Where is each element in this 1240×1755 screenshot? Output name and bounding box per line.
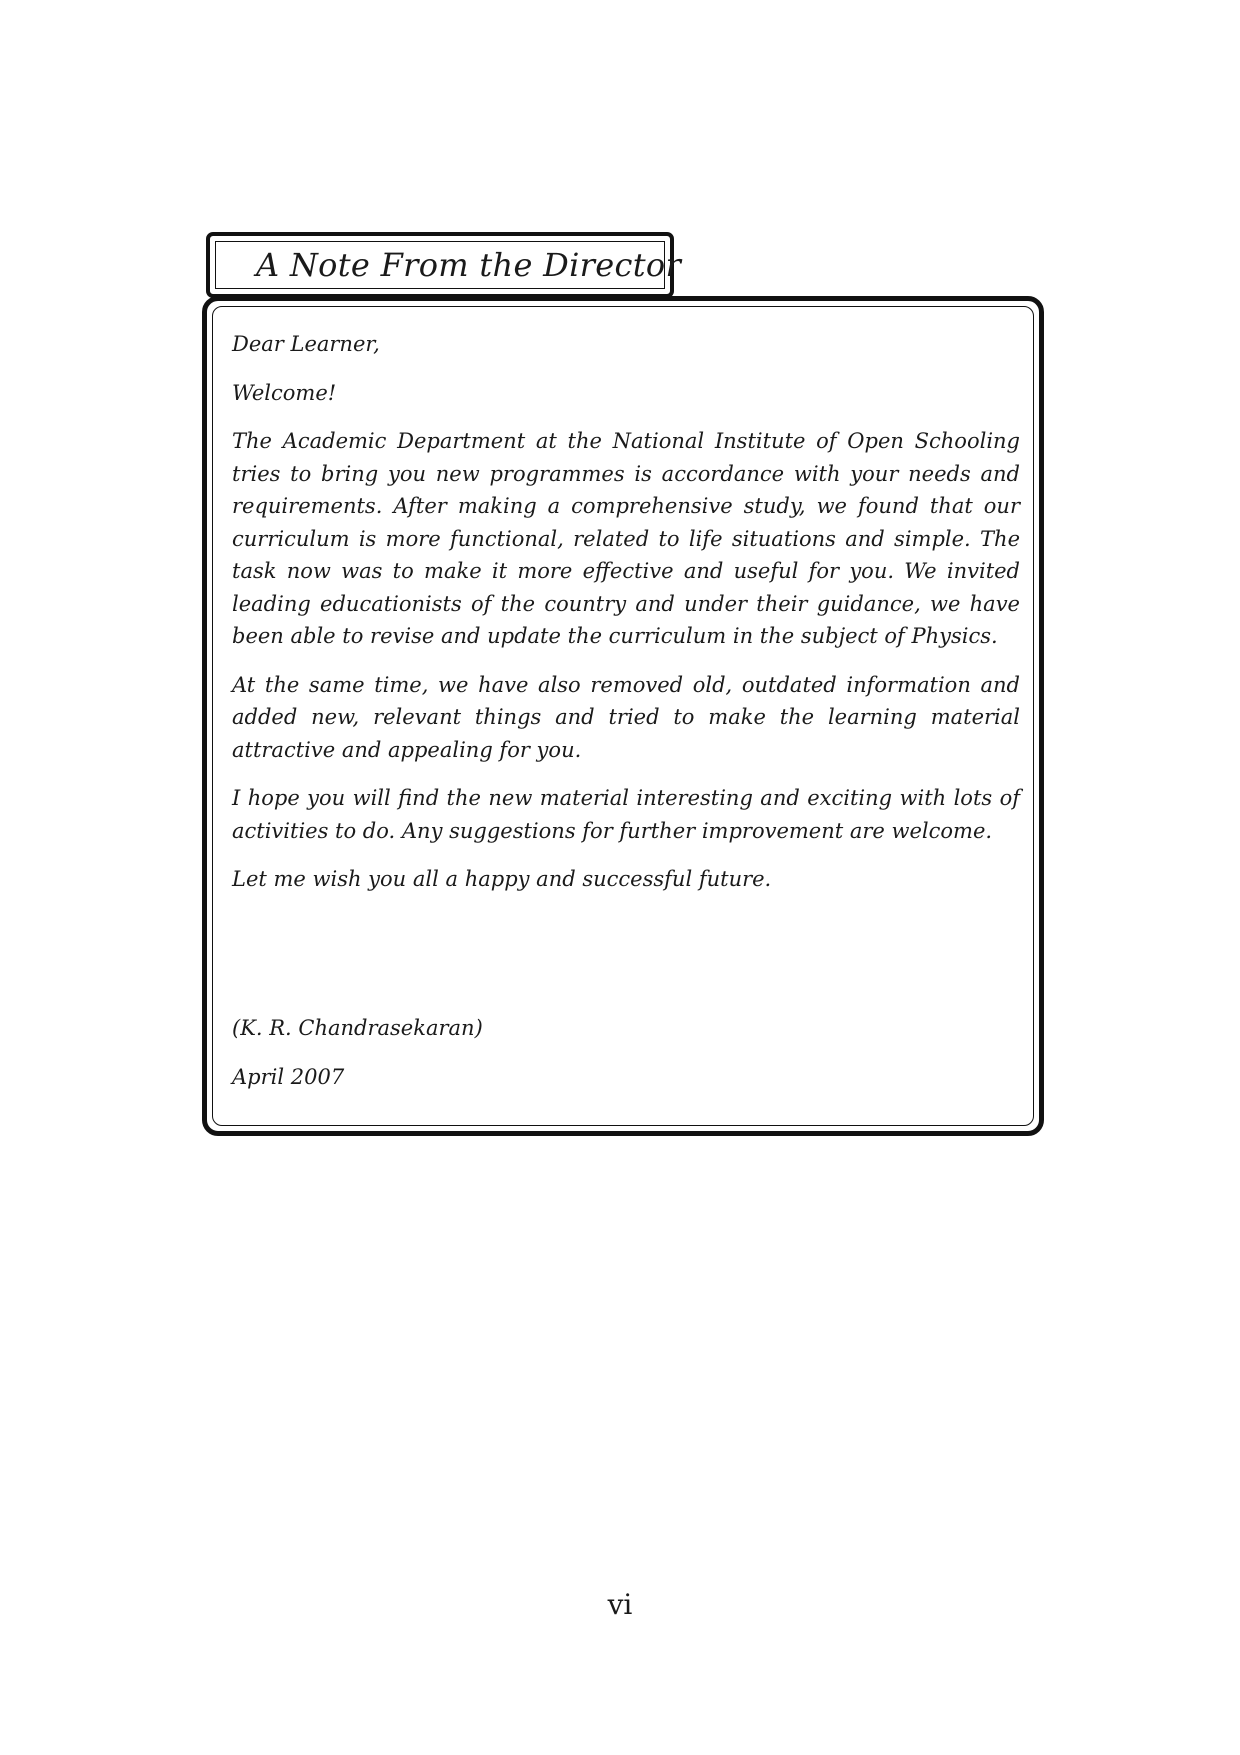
page-title: A Note From the Director [256, 246, 682, 284]
note-paragraph-1: The Academic Department at the National Institute of Open Schooling tries to bring you new programmes is accordance with your needs and requirements. After making a comprehensive study, we found that our curriculum is more functional, related to life situations and simple. The task now was to make it more effective and useful for you. We invited leading educationists of the country and under their guidance, we have been able to revise and update the curriculum in the subject of Physics. [232, 429, 1020, 648]
closing-line: Let me wish you all a happy and successful future. [232, 867, 772, 891]
title-tab [206, 232, 682, 298]
note-body [232, 328, 1020, 912]
signatory-name: (K. R. Chandrasekaran) [232, 1016, 483, 1040]
note-paragraph-2: At the same time, we have also removed old, outdated information and added new, relevant things and tried to make the learning material attractive and appealing for you. [232, 672, 1020, 762]
page-number: vi [607, 1588, 633, 1621]
signature-date: April 2007 [232, 1064, 345, 1089]
note-paragraph-3: I hope you will find the new material interesting and exciting with lots of activities to do. Any suggestions for further improvement are welcome. [232, 786, 1020, 843]
title-tab-inner-frame [215, 241, 682, 289]
greeting: Welcome! [232, 380, 337, 405]
signature-block [232, 1012, 483, 1109]
salutation: Dear Learner, [232, 332, 380, 356]
